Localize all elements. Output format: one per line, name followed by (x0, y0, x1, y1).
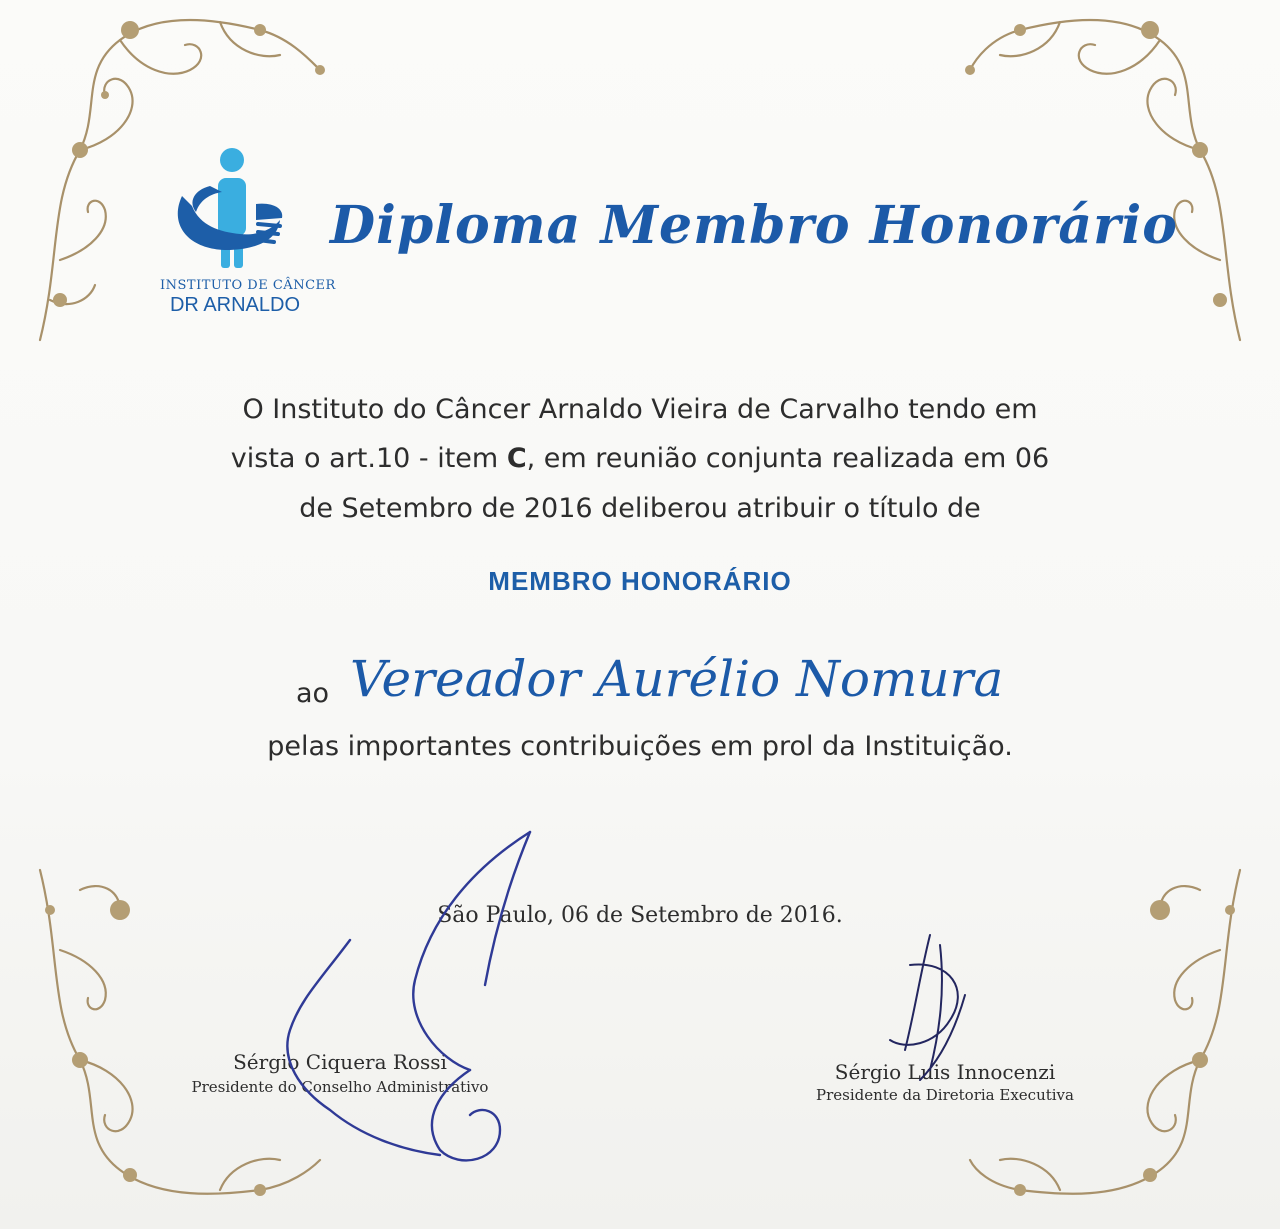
signatory-2-name: Sérgio Luis Innocenzi (834, 1060, 1056, 1084)
body-line-1: O Instituto do Câncer Arnaldo Vieira de Carvalho tendo em (242, 394, 1038, 425)
logo-text-line2: DR ARNALDO (169, 294, 301, 316)
diploma-title: Diploma Membro Honorário (330, 195, 1178, 256)
body-line-2-post: , em reunião conjunta realizada em 06 (526, 443, 1050, 474)
bottom-left-ornament (20, 850, 340, 1220)
recipient-name: Vereador Aurélio Nomura (350, 650, 1004, 708)
recipient-prefix: ao (296, 678, 330, 709)
honor-title: MEMBRO HONORÁRIO (488, 566, 792, 596)
body-line-3: de Setembro de 2016 deliberou atribuir o título de (299, 493, 981, 524)
logo-text-line1: INSTITUTO DE CÂNCER (160, 278, 336, 293)
signatory-1-name: Sérgio Ciquera Rossi (233, 1050, 447, 1074)
date-line: São Paulo, 06 de Setembro de 2016. (437, 903, 843, 928)
body-line-2 (140, 443, 1140, 474)
body-line-2-item: C (506, 443, 527, 474)
body-line-2-pre: vista o art.10 - item (230, 443, 507, 474)
bottom-right-ornament (960, 850, 1260, 1220)
closing-line: pelas importantes contribuições em prol da Instituição. (267, 731, 1013, 762)
signature-2-ink (890, 935, 965, 1080)
signatory-1-role: Presidente do Conselho Administrativo (191, 1078, 489, 1096)
signatory-2-role: Presidente da Diretoria Executiva (816, 1086, 1074, 1104)
top-right-ornament (960, 0, 1260, 360)
